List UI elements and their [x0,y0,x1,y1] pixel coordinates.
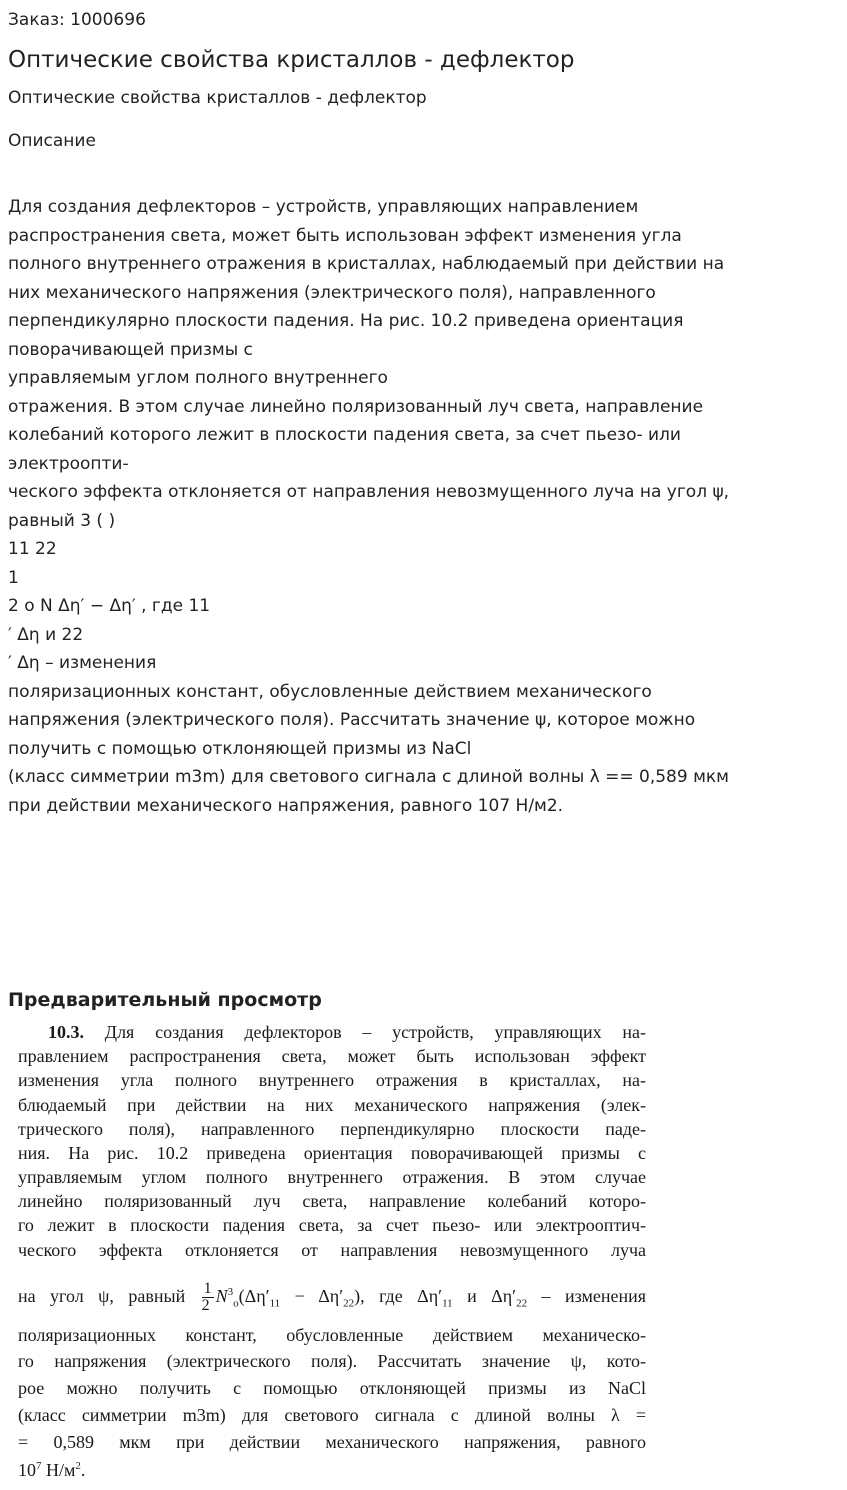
preview-line: го напряжения (электрического поля). Рассчитать значение ψ, кото- [18,1351,646,1371]
description-line: распространения света, может быть использован эффект изменения угла [8,225,682,246]
page-title: Оптические свойства кристаллов - дефлектор [8,47,575,73]
preview-heading: Предварительный просмотр [8,989,322,1011]
description-line: напряжения (электрического поля). Рассчитать значение ψ, которое можно [8,710,696,730]
preview-line: правлением распространения света, может быть использован эффект [18,1046,646,1066]
description-line: при действии механического напряжения, равного 107 Н/м2. [8,795,564,816]
description-line: перпендикулярно плоскости падения. На рис. 10.2 приведена ориентация [8,311,684,331]
preview-line: го лежит в плоскости падения света, за счет пьезо- или электрооптич- [18,1215,646,1235]
description-line: равный 3 ( ) [8,510,116,531]
fraction: $\frac{1}{2}$ [201,1280,212,1315]
preview-line: изменения угла полного внутреннего отражения в кристаллах, на- [18,1070,646,1090]
description-line: электроопти- [8,453,129,474]
preview-formula-line: на угол ψ, равный $\frac{1}{2}$ $N^3_o(\Delta\eta'_{11} - \Delta\eta'_{22})$, где $\Delta\eta'_{11}$ и $\Delta\eta'_{22}$ – изменения [18,1280,646,1315]
description-line: ′ Δη – изменения [8,653,157,673]
preview-line: ния. На рис. 10.2 приведена ориентация поворачивающей призмы с [18,1143,646,1163]
preview-line: управляемым углом полного внутреннего отражения. В этом случае [18,1167,646,1187]
description-line: колебаний которого лежит в плоскости падения света, за счет пьезо- или [8,425,681,445]
description-line: поляризационных констант, обусловленные действием механического [8,681,652,702]
description-line: полного внутреннего отражения в кристаллах, наблюдаемый при действии на [8,254,725,274]
description-line: ′ Δη и 22 [8,624,84,645]
problem-number: 10.3. [48,1022,84,1042]
description-line: 11 22 [8,539,57,559]
preview-line: $10^7$ $Н/м^2$. [18,1460,86,1480]
description-line: поворачивающей призмы с [8,339,253,360]
description-line: Для создания дефлекторов – устройств, управляющих направлением [8,197,639,217]
description-line: ческого эффекта отклоняется от направления невозмущенного луча на угол ψ, [8,482,730,502]
description-label: Описание [8,131,96,151]
preview-line: (класс симметрии m3m) для светового сигнала с длиной волны λ = [18,1405,646,1425]
preview-line: трического поля), направленного перпендикулярно плоскости паде- [18,1119,646,1139]
description-line: управляемым углом полного внутреннего [8,368,388,388]
preview-line: 10.3. Для создания дефлекторов – устройств, управляющих на- [48,1022,646,1042]
order-number: Заказ: 1000696 [8,10,146,30]
description-line: 1 [8,567,19,588]
description-line: них механического напряжения (электрического поля), направленного [8,282,656,303]
description-line: 2 o N Δη′ − Δη′ , где 11 [8,596,211,616]
preview-line: блюдаемый при действии на них механического напряжения (элек- [18,1095,646,1115]
preview-scan [18,1020,650,1480]
page-subtitle: Оптические свойства кристаллов - дефлектор [8,88,427,108]
description-line: (класс симметрии m3m) для светового сигнала с длиной волны λ == 0,589 мкм [8,767,729,787]
preview-line: = 0,589 мкм при действии механического напряжения, равного [18,1432,646,1452]
preview-line: ческого эффекта отклоняется от направления невозмущенного луча [18,1240,646,1260]
preview-line: поляризационных констант, обусловленные действием механическо- [18,1325,646,1345]
description-text [8,193,838,820]
preview-line: линейно поляризованный луч света, направление колебаний которо- [18,1191,646,1211]
preview-line: рое можно получить с помощью отклоняющей призмы из NaCl [18,1378,646,1398]
description-line: отражения. В этом случае линейно поляризованный луч света, направление [8,396,704,417]
description-line: получить с помощью отклоняющей призмы из NaCl [8,738,472,759]
